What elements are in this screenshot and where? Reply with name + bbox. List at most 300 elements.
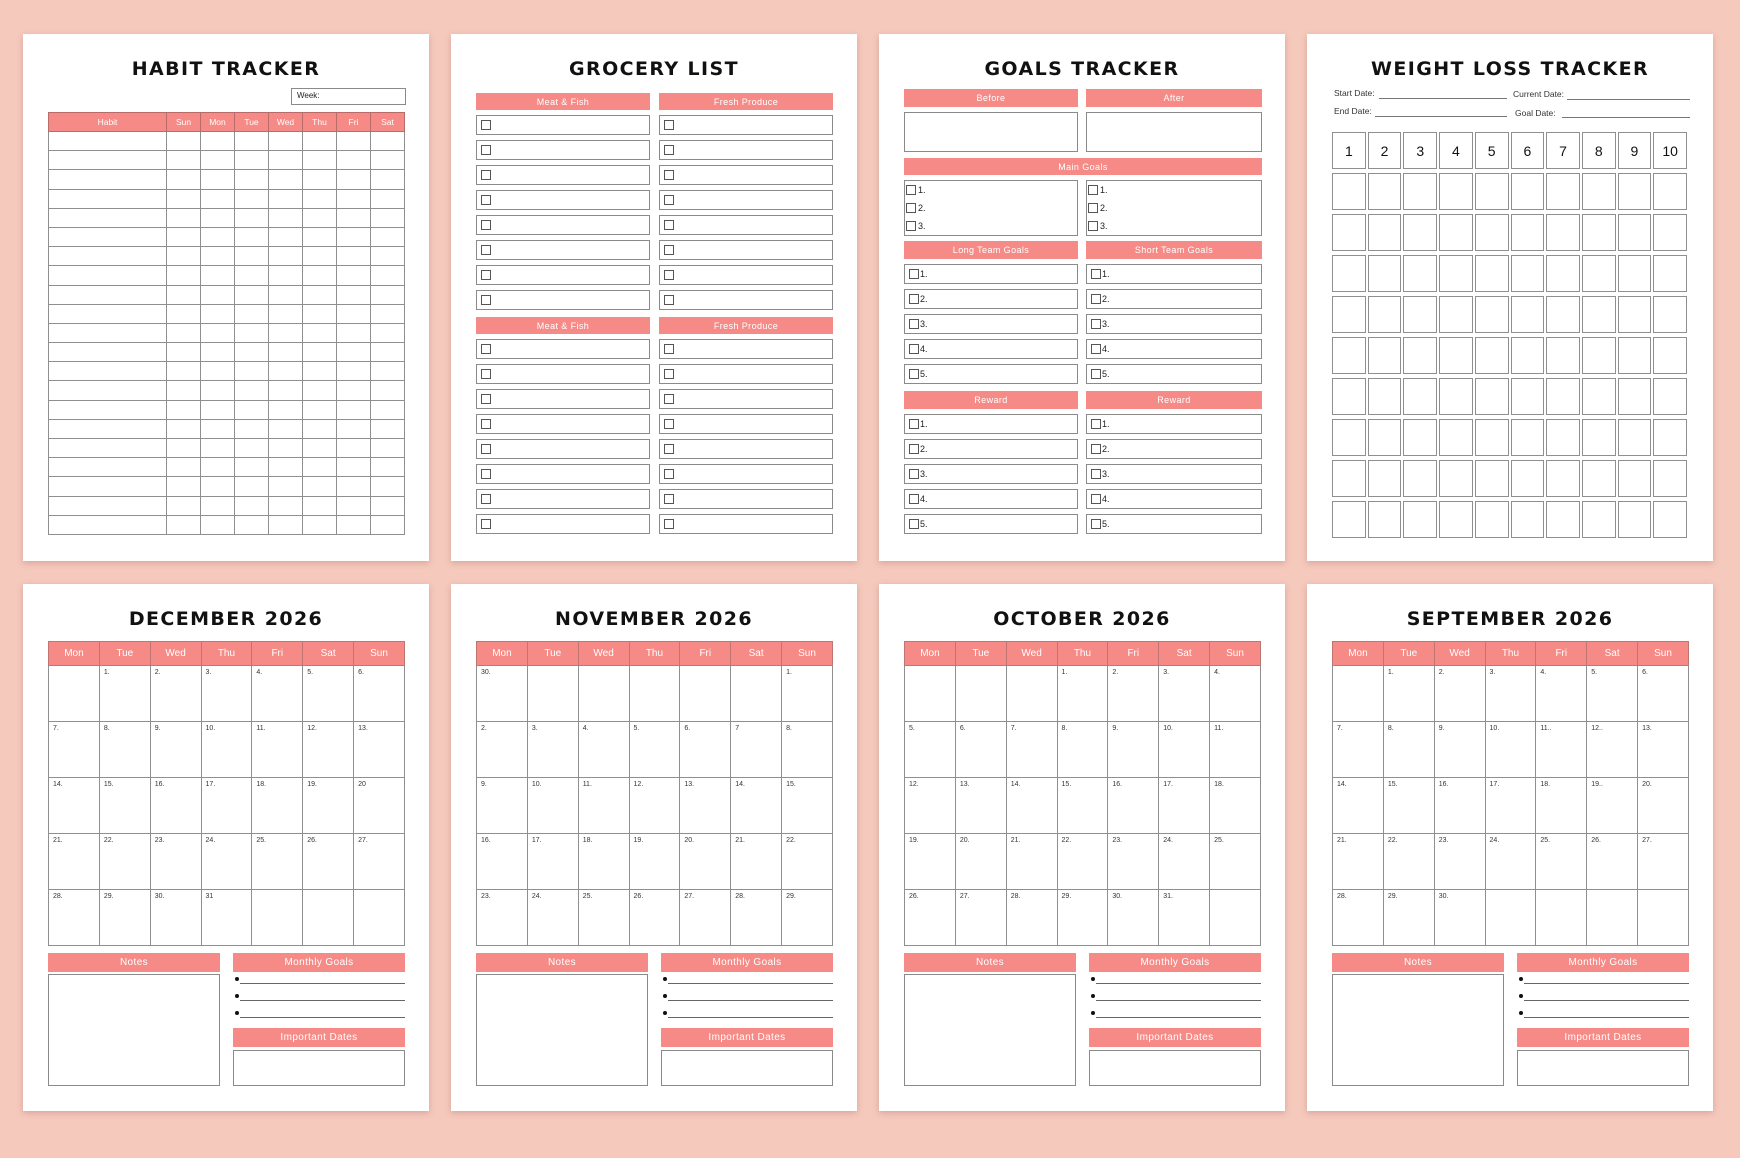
habit-check-cell[interactable] [235,132,269,151]
habit-check-cell[interactable] [337,189,371,208]
goal-row[interactable] [1086,514,1262,534]
calendar-day-cell[interactable]: 12. [629,778,680,834]
calendar-day-cell[interactable]: 15. [782,778,833,834]
habit-check-cell[interactable] [269,381,303,400]
habit-check-cell[interactable] [269,477,303,496]
weight-entry-cell[interactable] [1475,214,1509,251]
grocery-item[interactable] [476,240,650,260]
goal-date-line[interactable] [1562,117,1690,118]
goal-row[interactable] [904,289,1078,309]
habit-check-cell[interactable] [337,458,371,477]
checkbox[interactable] [481,220,491,230]
habit-check-cell[interactable] [337,477,371,496]
habit-name-cell[interactable] [49,266,167,285]
habit-check-cell[interactable] [303,419,337,438]
calendar-day-cell[interactable]: 8. [782,722,833,778]
habit-check-cell[interactable] [235,419,269,438]
weight-entry-cell[interactable] [1439,173,1473,210]
habit-check-cell[interactable] [167,362,201,381]
calendar-day-cell[interactable]: 26. [1587,834,1638,890]
checkbox[interactable] [1091,494,1101,504]
habit-check-cell[interactable] [371,496,405,515]
goal-row[interactable] [1086,414,1262,434]
calendar-day-cell[interactable]: 6. [955,722,1006,778]
goal-line[interactable] [1524,1017,1689,1018]
goal-row[interactable] [904,314,1078,334]
weight-entry-cell[interactable] [1332,337,1366,374]
calendar-day-cell[interactable]: 29. [782,890,833,946]
weight-entry-cell[interactable] [1582,337,1616,374]
weight-entry-cell[interactable] [1582,501,1616,538]
weight-entry-cell[interactable] [1475,255,1509,292]
calendar-day-cell[interactable] [1006,666,1057,722]
checkbox[interactable] [909,444,919,454]
habit-check-cell[interactable] [167,170,201,189]
calendar-day-cell[interactable]: 22. [99,834,150,890]
calendar-day-cell[interactable]: 7. [1333,722,1384,778]
habit-check-cell[interactable] [337,266,371,285]
habit-check-cell[interactable] [201,439,235,458]
checkbox[interactable] [909,369,919,379]
habit-check-cell[interactable] [337,132,371,151]
grocery-item[interactable] [476,290,650,310]
grocery-item[interactable] [476,414,650,434]
goal-row[interactable] [904,439,1078,459]
habit-check-cell[interactable] [269,170,303,189]
grocery-item[interactable] [476,364,650,384]
goal-line[interactable] [240,983,405,984]
calendar-day-cell[interactable]: 18. [1210,778,1261,834]
calendar-day-cell[interactable]: 12.. [1587,722,1638,778]
habit-check-cell[interactable] [167,343,201,362]
calendar-day-cell[interactable]: 27. [680,890,731,946]
calendar-day-cell[interactable]: 13. [1638,722,1689,778]
habit-check-cell[interactable] [235,304,269,323]
habit-check-cell[interactable] [337,323,371,342]
calendar-day-cell[interactable]: 6. [354,666,405,722]
calendar-day-cell[interactable]: 14. [1333,778,1384,834]
grocery-item[interactable] [659,140,833,160]
weight-entry-cell[interactable] [1439,419,1473,456]
notes-box[interactable] [904,974,1076,1086]
calendar-day-cell[interactable]: 18. [578,834,629,890]
calendar-day-cell[interactable]: 24. [201,834,252,890]
habit-check-cell[interactable] [371,362,405,381]
habit-check-cell[interactable] [201,170,235,189]
habit-check-cell[interactable] [371,343,405,362]
week-field[interactable] [291,88,406,105]
habit-check-cell[interactable] [269,419,303,438]
goal-line[interactable] [668,983,833,984]
grocery-item[interactable] [476,165,650,185]
checkbox[interactable] [481,469,491,479]
calendar-day-cell[interactable]: 28. [49,890,100,946]
habit-check-cell[interactable] [201,151,235,170]
checkbox[interactable] [481,145,491,155]
habit-check-cell[interactable] [269,304,303,323]
habit-name-cell[interactable] [49,208,167,227]
checkbox[interactable] [1091,344,1101,354]
calendar-day-cell[interactable]: 25. [252,834,303,890]
calendar-day-cell[interactable]: 13. [680,778,731,834]
weight-entry-cell[interactable] [1511,460,1545,497]
weight-entry-cell[interactable] [1546,460,1580,497]
calendar-day-cell[interactable]: 17. [201,778,252,834]
weight-entry-cell[interactable] [1582,214,1616,251]
checkbox[interactable] [664,220,674,230]
calendar-day-cell[interactable]: 11. [1210,722,1261,778]
habit-check-cell[interactable] [337,496,371,515]
weight-entry-cell[interactable] [1332,296,1366,333]
checkbox[interactable] [664,394,674,404]
goal-row[interactable] [1086,364,1262,384]
habit-check-cell[interactable] [167,266,201,285]
calendar-day-cell[interactable] [1333,666,1384,722]
habit-check-cell[interactable] [201,400,235,419]
calendar-day-cell[interactable]: 19. [303,778,354,834]
weight-entry-cell[interactable] [1653,173,1687,210]
weight-entry-cell[interactable] [1618,173,1652,210]
habit-check-cell[interactable] [337,515,371,534]
weight-entry-cell[interactable] [1439,296,1473,333]
calendar-day-cell[interactable] [629,666,680,722]
weight-entry-cell[interactable] [1403,501,1437,538]
calendar-day-cell[interactable]: 1. [99,666,150,722]
checkbox[interactable] [1091,469,1101,479]
habit-name-cell[interactable] [49,515,167,534]
habit-check-cell[interactable] [371,381,405,400]
checkbox[interactable] [664,145,674,155]
habit-check-cell[interactable] [269,208,303,227]
habit-check-cell[interactable] [235,496,269,515]
habit-check-cell[interactable] [235,189,269,208]
habit-check-cell[interactable] [303,458,337,477]
calendar-day-cell[interactable]: 15. [1057,778,1108,834]
weight-entry-cell[interactable] [1546,337,1580,374]
goal-line[interactable] [668,1000,833,1001]
checkbox[interactable] [664,519,674,529]
calendar-day-cell[interactable]: 7. [1006,722,1057,778]
habit-check-cell[interactable] [303,247,337,266]
habit-check-cell[interactable] [303,400,337,419]
grocery-item[interactable] [659,389,833,409]
calendar-day-cell[interactable]: 25. [1536,834,1587,890]
habit-check-cell[interactable] [269,458,303,477]
checkbox[interactable] [481,195,491,205]
calendar-day-cell[interactable]: 9. [150,722,201,778]
calendar-day-cell[interactable]: 14. [49,778,100,834]
calendar-day-cell[interactable]: 22. [1383,834,1434,890]
habit-check-cell[interactable] [167,419,201,438]
goal-row[interactable] [904,339,1078,359]
grocery-item[interactable] [659,414,833,434]
habit-check-cell[interactable] [235,343,269,362]
checkbox[interactable] [1091,419,1101,429]
calendar-day-cell[interactable]: 8. [1383,722,1434,778]
goal-row[interactable] [904,264,1078,284]
calendar-day-cell[interactable]: 1. [782,666,833,722]
habit-check-cell[interactable] [235,266,269,285]
habit-check-cell[interactable] [371,304,405,323]
calendar-day-cell[interactable] [303,890,354,946]
weight-entry-cell[interactable] [1439,337,1473,374]
weight-entry-cell[interactable] [1332,214,1366,251]
weight-entry-cell[interactable] [1653,255,1687,292]
habit-check-cell[interactable] [201,304,235,323]
checkbox[interactable] [909,419,919,429]
weight-entry-cell[interactable] [1618,214,1652,251]
habit-check-cell[interactable] [201,477,235,496]
checkbox[interactable] [664,419,674,429]
habit-check-cell[interactable] [269,151,303,170]
checkbox[interactable] [481,494,491,504]
habit-check-cell[interactable] [201,343,235,362]
weight-entry-cell[interactable] [1403,419,1437,456]
habit-check-cell[interactable] [269,189,303,208]
calendar-day-cell[interactable] [1210,890,1261,946]
calendar-day-cell[interactable] [955,666,1006,722]
calendar-day-cell[interactable]: 19. [905,834,956,890]
checkbox[interactable] [664,344,674,354]
habit-check-cell[interactable] [303,381,337,400]
habit-check-cell[interactable] [235,381,269,400]
calendar-day-cell[interactable]: 6. [1638,666,1689,722]
important-dates-box[interactable] [1517,1050,1689,1086]
habit-check-cell[interactable] [167,151,201,170]
calendar-day-cell[interactable] [1485,890,1536,946]
habit-check-cell[interactable] [235,515,269,534]
calendar-day-cell[interactable]: 13. [354,722,405,778]
calendar-day-cell[interactable]: 21. [731,834,782,890]
checkbox[interactable] [664,195,674,205]
habit-check-cell[interactable] [235,285,269,304]
calendar-day-cell[interactable] [731,666,782,722]
habit-check-cell[interactable] [201,515,235,534]
goal-row[interactable] [904,364,1078,384]
checkbox[interactable] [664,494,674,504]
weight-entry-cell[interactable] [1475,296,1509,333]
important-dates-box[interactable] [233,1050,405,1086]
calendar-day-cell[interactable]: 14. [1006,778,1057,834]
habit-check-cell[interactable] [201,381,235,400]
important-dates-box[interactable] [661,1050,833,1086]
goal-row[interactable] [1086,339,1262,359]
goal-line[interactable] [1524,1000,1689,1001]
goal-row[interactable] [1086,464,1262,484]
weight-entry-cell[interactable] [1511,378,1545,415]
habit-check-cell[interactable] [269,247,303,266]
habit-check-cell[interactable] [337,227,371,246]
grocery-item[interactable] [659,489,833,509]
habit-check-cell[interactable] [201,208,235,227]
weight-entry-cell[interactable] [1368,173,1402,210]
weight-entry-cell[interactable] [1511,255,1545,292]
calendar-day-cell[interactable]: 5. [303,666,354,722]
weight-entry-cell[interactable] [1511,173,1545,210]
checkbox[interactable] [664,369,674,379]
goal-row[interactable] [1086,489,1262,509]
weight-entry-cell[interactable] [1546,214,1580,251]
habit-check-cell[interactable] [167,439,201,458]
weight-entry-cell[interactable] [1332,173,1366,210]
calendar-day-cell[interactable]: 9. [477,778,528,834]
goal-row[interactable] [904,514,1078,534]
calendar-day-cell[interactable]: 3. [527,722,578,778]
grocery-item[interactable] [476,115,650,135]
habit-name-cell[interactable] [49,189,167,208]
calendar-day-cell[interactable]: 26. [905,890,956,946]
checkbox[interactable] [481,519,491,529]
checkbox[interactable] [1091,369,1101,379]
grocery-item[interactable] [659,240,833,260]
calendar-day-cell[interactable]: 27. [1638,834,1689,890]
weight-entry-cell[interactable] [1475,419,1509,456]
checkbox[interactable] [481,270,491,280]
important-dates-box[interactable] [1089,1050,1261,1086]
weight-entry-cell[interactable] [1439,214,1473,251]
habit-check-cell[interactable] [371,208,405,227]
weight-entry-cell[interactable] [1653,214,1687,251]
calendar-day-cell[interactable]: 18. [252,778,303,834]
habit-check-cell[interactable] [371,285,405,304]
habit-check-cell[interactable] [167,132,201,151]
calendar-day-cell[interactable] [527,666,578,722]
weight-entry-cell[interactable] [1511,296,1545,333]
calendar-day-cell[interactable]: 27. [955,890,1006,946]
habit-check-cell[interactable] [337,343,371,362]
checkbox[interactable] [481,245,491,255]
grocery-item[interactable] [476,140,650,160]
habit-name-cell[interactable] [49,323,167,342]
calendar-day-cell[interactable]: 5. [629,722,680,778]
habit-check-cell[interactable] [337,304,371,323]
calendar-day-cell[interactable]: 18. [1536,778,1587,834]
habit-check-cell[interactable] [303,439,337,458]
goal-row[interactable] [1086,314,1262,334]
habit-check-cell[interactable] [371,515,405,534]
weight-entry-cell[interactable] [1511,501,1545,538]
weight-entry-cell[interactable] [1475,501,1509,538]
habit-check-cell[interactable] [303,362,337,381]
grocery-item[interactable] [659,439,833,459]
habit-check-cell[interactable] [303,477,337,496]
habit-check-cell[interactable] [337,439,371,458]
habit-check-cell[interactable] [201,458,235,477]
weight-entry-cell[interactable] [1511,214,1545,251]
habit-name-cell[interactable] [49,343,167,362]
weight-entry-cell[interactable] [1618,255,1652,292]
calendar-day-cell[interactable]: 15. [99,778,150,834]
calendar-day-cell[interactable]: 28. [1333,890,1384,946]
weight-entry-cell[interactable] [1582,419,1616,456]
habit-name-cell[interactable] [49,477,167,496]
weight-entry-cell[interactable] [1403,337,1437,374]
goal-line[interactable] [240,1000,405,1001]
habit-check-cell[interactable] [303,496,337,515]
grocery-item[interactable] [659,265,833,285]
habit-check-cell[interactable] [303,151,337,170]
weight-entry-cell[interactable] [1618,296,1652,333]
habit-check-cell[interactable] [167,323,201,342]
calendar-day-cell[interactable]: 25. [1210,834,1261,890]
weight-entry-cell[interactable] [1546,378,1580,415]
weight-entry-cell[interactable] [1546,173,1580,210]
weight-entry-cell[interactable] [1618,460,1652,497]
weight-entry-cell[interactable] [1475,337,1509,374]
calendar-day-cell[interactable]: 5. [1587,666,1638,722]
weight-entry-cell[interactable] [1368,255,1402,292]
habit-name-cell[interactable] [49,247,167,266]
calendar-day-cell[interactable]: 6. [680,722,731,778]
habit-check-cell[interactable] [269,400,303,419]
habit-check-cell[interactable] [269,132,303,151]
calendar-day-cell[interactable]: 11.. [1536,722,1587,778]
habit-check-cell[interactable] [337,151,371,170]
habit-check-cell[interactable] [167,227,201,246]
habit-name-cell[interactable] [49,227,167,246]
calendar-day-cell[interactable] [252,890,303,946]
calendar-day-cell[interactable]: 9. [1108,722,1159,778]
checkbox[interactable] [906,203,916,213]
calendar-day-cell[interactable]: 19. [629,834,680,890]
calendar-day-cell[interactable]: 16. [150,778,201,834]
calendar-day-cell[interactable] [578,666,629,722]
weight-entry-cell[interactable] [1403,378,1437,415]
habit-name-cell[interactable] [49,304,167,323]
goal-row[interactable] [1086,264,1262,284]
calendar-day-cell[interactable]: 23. [1108,834,1159,890]
habit-check-cell[interactable] [371,132,405,151]
goal-row[interactable] [1086,289,1262,309]
habit-check-cell[interactable] [167,381,201,400]
habit-check-cell[interactable] [201,189,235,208]
calendar-day-cell[interactable]: 29. [99,890,150,946]
weight-entry-cell[interactable] [1511,419,1545,456]
weight-entry-cell[interactable] [1368,501,1402,538]
notes-box[interactable] [48,974,220,1086]
notes-box[interactable] [1332,974,1504,1086]
habit-check-cell[interactable] [167,477,201,496]
weight-entry-cell[interactable] [1582,173,1616,210]
weight-entry-cell[interactable] [1653,378,1687,415]
habit-name-cell[interactable] [49,400,167,419]
weight-entry-cell[interactable] [1582,460,1616,497]
calendar-day-cell[interactable] [680,666,731,722]
habit-check-cell[interactable] [235,439,269,458]
weight-entry-cell[interactable] [1475,460,1509,497]
calendar-day-cell[interactable]: 30. [1434,890,1485,946]
habit-check-cell[interactable] [167,189,201,208]
grocery-item[interactable] [476,514,650,534]
habit-name-cell[interactable] [49,170,167,189]
weight-entry-cell[interactable] [1653,337,1687,374]
habit-check-cell[interactable] [167,515,201,534]
habit-check-cell[interactable] [337,208,371,227]
grocery-item[interactable] [659,339,833,359]
weight-entry-cell[interactable] [1546,419,1580,456]
weight-entry-cell[interactable] [1618,501,1652,538]
calendar-day-cell[interactable]: 27. [354,834,405,890]
habit-check-cell[interactable] [235,458,269,477]
calendar-day-cell[interactable]: 4. [252,666,303,722]
checkbox[interactable] [909,294,919,304]
habit-check-cell[interactable] [303,132,337,151]
habit-check-cell[interactable] [235,477,269,496]
habit-check-cell[interactable] [303,343,337,362]
calendar-day-cell[interactable]: 3. [1485,666,1536,722]
grocery-item[interactable] [659,290,833,310]
calendar-day-cell[interactable]: 16. [477,834,528,890]
